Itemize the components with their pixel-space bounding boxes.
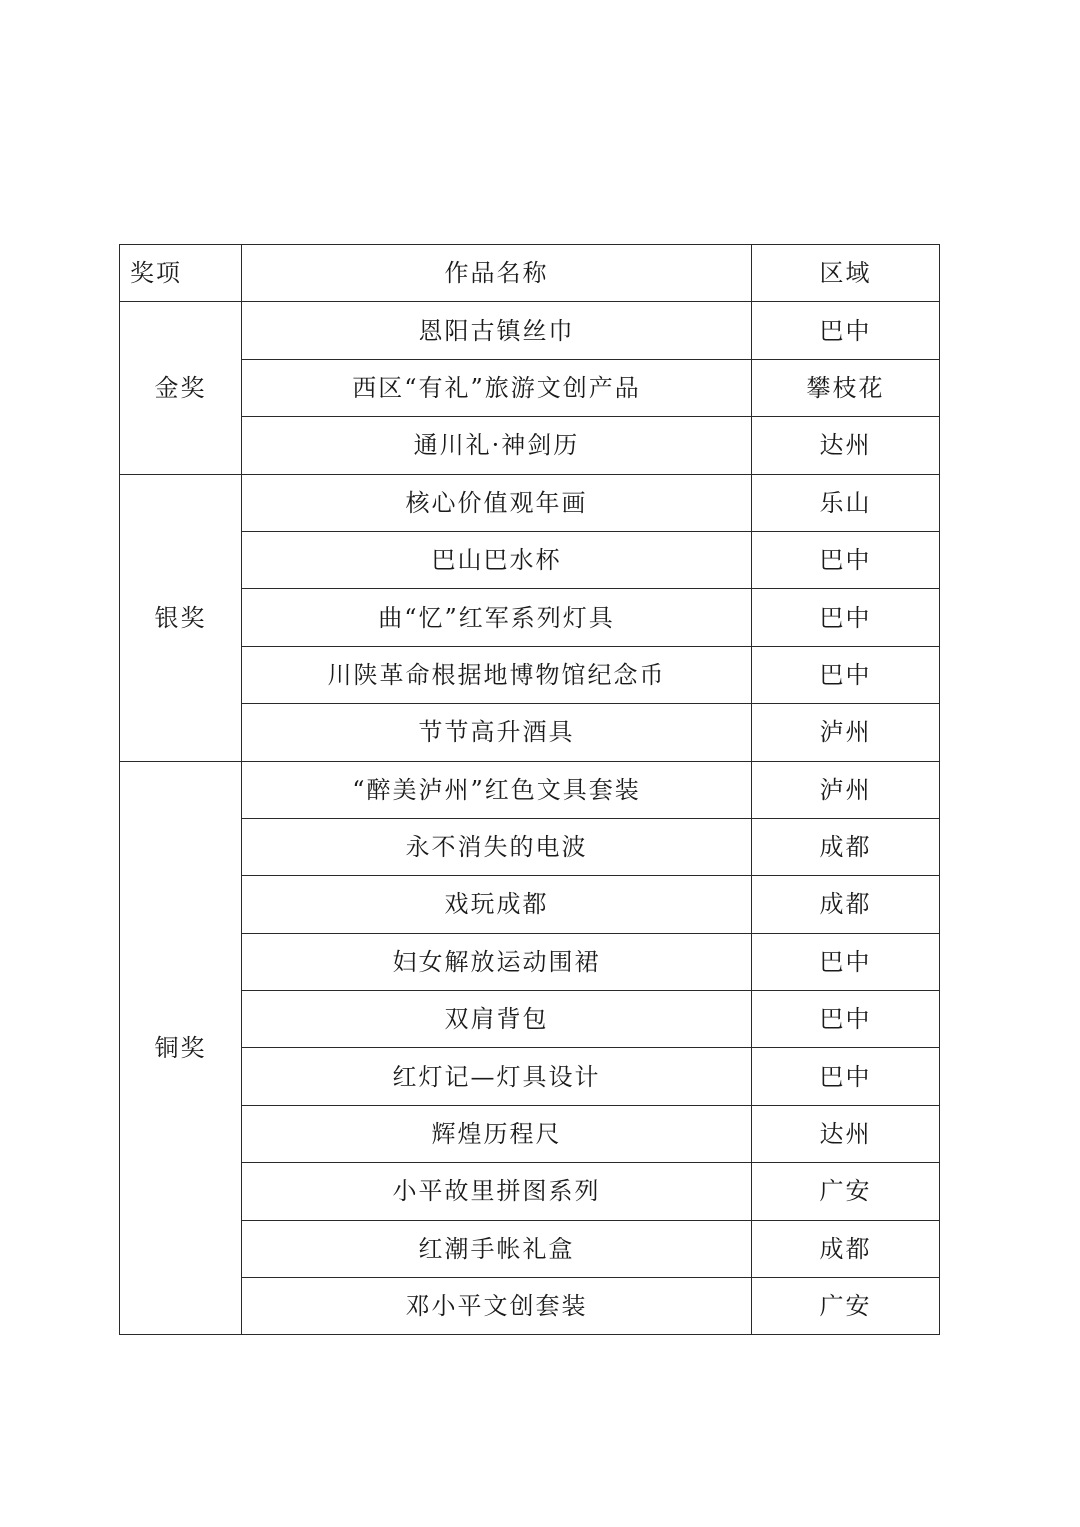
table-row	[120, 761, 940, 818]
work-name-cell: 核心价值观年画	[242, 474, 752, 531]
header-region: 区域	[752, 245, 940, 302]
award-level-cell: 铜奖	[120, 761, 242, 1335]
table-row	[120, 704, 940, 761]
work-name-cell: 曲“忆”红军系列灯具	[242, 589, 752, 646]
work-name-cell: 西区“有礼”旅游文创产品	[242, 359, 752, 416]
region-cell: 攀枝花	[752, 359, 940, 416]
award-level-cell: 银奖	[120, 474, 242, 761]
region-cell: 巴中	[752, 531, 940, 588]
work-name-cell: 小平故里拼图系列	[242, 1163, 752, 1220]
work-name-cell: 节节高升酒具	[242, 704, 752, 761]
table-row	[120, 1048, 940, 1105]
table-row	[120, 818, 940, 875]
work-name-cell: 恩阳古镇丝巾	[242, 302, 752, 359]
work-name-cell: 通川礼·神剑历	[242, 417, 752, 474]
work-name-cell: 辉煌历程尺	[242, 1105, 752, 1162]
table-header-row	[120, 245, 940, 302]
table-row	[120, 359, 940, 416]
region-cell: 巴中	[752, 589, 940, 646]
region-cell: 成都	[752, 876, 940, 933]
table-row	[120, 1220, 940, 1277]
work-name-cell: “醉美泸州”红色文具套装	[242, 761, 752, 818]
table-row	[120, 474, 940, 531]
table-row	[120, 933, 940, 990]
region-cell: 达州	[752, 417, 940, 474]
region-cell: 乐山	[752, 474, 940, 531]
table-row	[120, 646, 940, 703]
work-name-cell: 永不消失的电波	[242, 818, 752, 875]
region-cell: 巴中	[752, 1048, 940, 1105]
table-row	[120, 589, 940, 646]
work-name-cell: 红潮手帐礼盒	[242, 1220, 752, 1277]
work-name-cell: 巴山巴水杯	[242, 531, 752, 588]
table-row	[120, 531, 940, 588]
work-name-cell: 红灯记—灯具设计	[242, 1048, 752, 1105]
region-cell: 巴中	[752, 933, 940, 990]
region-cell: 成都	[752, 1220, 940, 1277]
region-cell: 广安	[752, 1163, 940, 1220]
award-level-cell: 金奖	[120, 302, 242, 474]
region-cell: 巴中	[752, 991, 940, 1048]
region-cell: 成都	[752, 818, 940, 875]
awards-table	[119, 244, 940, 1335]
region-cell: 泸州	[752, 761, 940, 818]
table-row	[120, 1105, 940, 1162]
header-work-name: 作品名称	[242, 245, 752, 302]
work-name-cell: 戏玩成都	[242, 876, 752, 933]
table-row	[120, 302, 940, 359]
table-row	[120, 876, 940, 933]
region-cell: 泸州	[752, 704, 940, 761]
work-name-cell: 双肩背包	[242, 991, 752, 1048]
table-row	[120, 1278, 940, 1335]
work-name-cell: 邓小平文创套装	[242, 1278, 752, 1335]
region-cell: 达州	[752, 1105, 940, 1162]
header-award: 奖项	[120, 245, 242, 302]
work-name-cell: 妇女解放运动围裙	[242, 933, 752, 990]
awards-table-body	[120, 245, 940, 1335]
table-row	[120, 1163, 940, 1220]
region-cell: 巴中	[752, 646, 940, 703]
table-row	[120, 991, 940, 1048]
region-cell: 巴中	[752, 302, 940, 359]
work-name-cell: 川陕革命根据地博物馆纪念币	[242, 646, 752, 703]
region-cell: 广安	[752, 1278, 940, 1335]
table-row	[120, 417, 940, 474]
